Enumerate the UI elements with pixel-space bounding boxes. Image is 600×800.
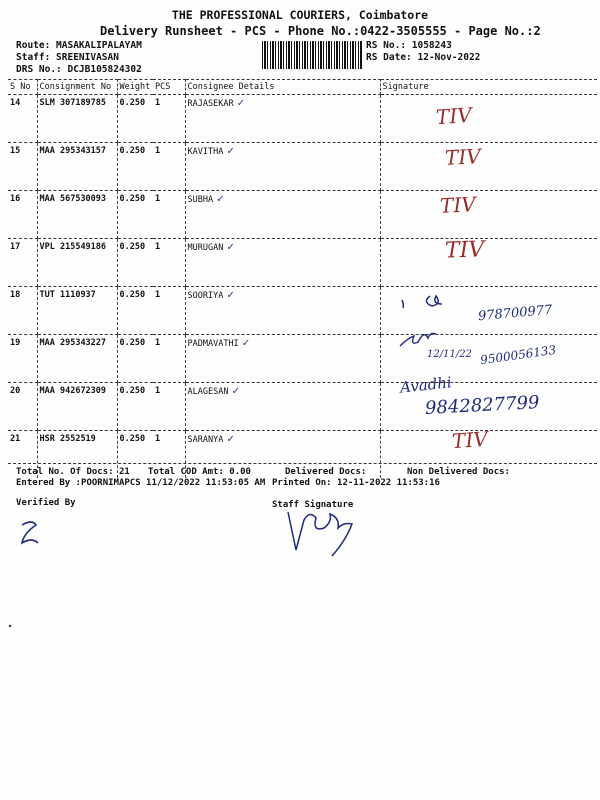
- row-weight-text: 0.250: [119, 98, 146, 108]
- check-mark-icon: ✓: [238, 338, 251, 349]
- signature-row-16: TIV: [439, 192, 477, 218]
- signature-row-15: TIV: [444, 144, 482, 170]
- row-weight-text: 0.250: [119, 434, 146, 444]
- row-weight-text: 0.250: [119, 386, 146, 396]
- row-weight-text: 0.250: [119, 194, 146, 204]
- route-label: Route: MASAKALIPALAYAM: [16, 40, 142, 51]
- ink-mark: [400, 334, 436, 347]
- staff-signature-scribble: [288, 512, 352, 556]
- row-consignee-text: ALAGESAN: [187, 387, 229, 397]
- row-consignee-text: RAJASEKAR: [187, 99, 234, 109]
- col-consignee: Consignee Details: [185, 80, 380, 95]
- row-sno-text: 21: [10, 434, 21, 444]
- row-consignee-text: SARANYA: [187, 435, 224, 445]
- row-consignee-text: PADMAVATHI: [187, 339, 239, 349]
- staff-label: Staff: SREENIVASAN: [16, 52, 119, 63]
- ink-mark: [402, 300, 403, 308]
- delivered-docs: Delivered Docs:: [285, 467, 367, 477]
- verified-by-label: Verified By: [16, 498, 76, 508]
- handwritten-phone-row-18: 978700977: [477, 302, 553, 325]
- check-mark-icon: ✓: [223, 434, 235, 445]
- row-sno-text: 19: [10, 338, 21, 348]
- row-pcs-text: 1: [155, 242, 161, 252]
- check-mark-icon: ✓: [223, 290, 235, 301]
- table-bottom-rule: [8, 463, 597, 464]
- row-pcs-text: 1: [155, 434, 161, 444]
- row-consignment-text: SLM 307189785: [39, 98, 107, 108]
- signature-row-17: TIV: [444, 237, 485, 264]
- row-consignee-text: MURUGAN: [187, 243, 224, 253]
- check-mark-icon: ✓: [223, 242, 235, 253]
- rs-no-label: RS No.: 1058243: [366, 40, 452, 51]
- signature-row-14: TIV: [435, 102, 473, 130]
- check-mark-icon: ✓: [213, 194, 225, 205]
- total-cod: Total COD Amt: 0.00: [148, 467, 251, 477]
- row-sno-text: 15: [10, 146, 21, 156]
- row-sno-text: 17: [10, 242, 21, 252]
- row-consignment-text: HSR 2552519: [39, 434, 96, 444]
- row-pcs-text: 1: [155, 146, 161, 156]
- row-pcs-text: 1: [155, 338, 161, 348]
- row-weight-text: 0.250: [119, 242, 146, 252]
- row-consignment-text: TUT 1110937: [39, 290, 96, 300]
- handwritten-phone-row-20: 9842827799: [424, 392, 541, 419]
- row-consignment-text: MAA 295343157: [39, 146, 107, 156]
- col-sno: S No: [8, 80, 37, 95]
- non-delivered-docs: Non Delivered Docs:: [407, 467, 510, 477]
- verified-signature: [22, 522, 38, 543]
- col-signature: Signature: [380, 80, 597, 95]
- row-weight-text: 0.250: [119, 146, 146, 156]
- row-pcs-text: 1: [155, 386, 161, 396]
- check-mark-icon: ✓: [223, 146, 235, 157]
- handwritten-phone-row-19: 9500056133: [479, 342, 557, 368]
- total-docs: Total No. Of Docs: 21: [16, 467, 130, 477]
- row-consignment-text: MAA 295343227: [39, 338, 107, 348]
- check-mark-icon: ✓: [233, 98, 246, 109]
- handwritten-name-row-20: Avadhi: [399, 373, 453, 397]
- row-consignment-text: VPL 215549186: [39, 242, 107, 252]
- row-weight-text: 0.250: [119, 290, 146, 300]
- speck: [9, 625, 11, 627]
- row-sno-text: 16: [10, 194, 21, 204]
- handwritten-date-row-19: 12/11/22: [427, 349, 472, 360]
- runsheet-title: Delivery Runsheet - PCS - Phone No.:0422-3505555 - Page No.:2: [100, 24, 541, 38]
- printed-on: Printed On: 12-11-2022 11:53:16: [272, 478, 440, 488]
- row-pcs-text: 1: [155, 194, 161, 204]
- ink-mark: [426, 296, 442, 306]
- check-mark-icon: ✓: [228, 386, 241, 397]
- row-weight-text: 0.250: [119, 338, 146, 348]
- rs-date-label: RS Date: 12-Nov-2022: [366, 52, 481, 63]
- drs-label: DRS No.: DCJB105824302: [16, 64, 142, 75]
- signature-row-21: TIV: [451, 426, 489, 454]
- row-pcs-text: 1: [155, 98, 161, 108]
- row-consignee-text: KAVITHA: [187, 147, 224, 157]
- col-pcs: PCS: [153, 80, 185, 95]
- row-consignee-text: SUBHA: [187, 195, 214, 205]
- row-sno-text: 18: [10, 290, 21, 300]
- staff-signature-label: Staff Signature: [272, 500, 354, 510]
- row-sno-text: 14: [10, 98, 21, 108]
- row-consignee-text: SOORIYA: [187, 291, 224, 301]
- col-consignment: Consignment No: [37, 80, 117, 95]
- row-consignment-text: MAA 942672309: [39, 386, 107, 396]
- col-weight: Weight: [117, 80, 153, 95]
- entered-by: Entered By :POORNIMAPCS 11/12/2022 11:53:05 AM: [16, 478, 266, 488]
- row-consignment-text: MAA 567530093: [39, 194, 107, 204]
- company-name: THE PROFESSIONAL COURIERS, Coimbatore: [171, 8, 429, 22]
- row-pcs-text: 1: [155, 290, 161, 300]
- row-sno-text: 20: [10, 386, 21, 396]
